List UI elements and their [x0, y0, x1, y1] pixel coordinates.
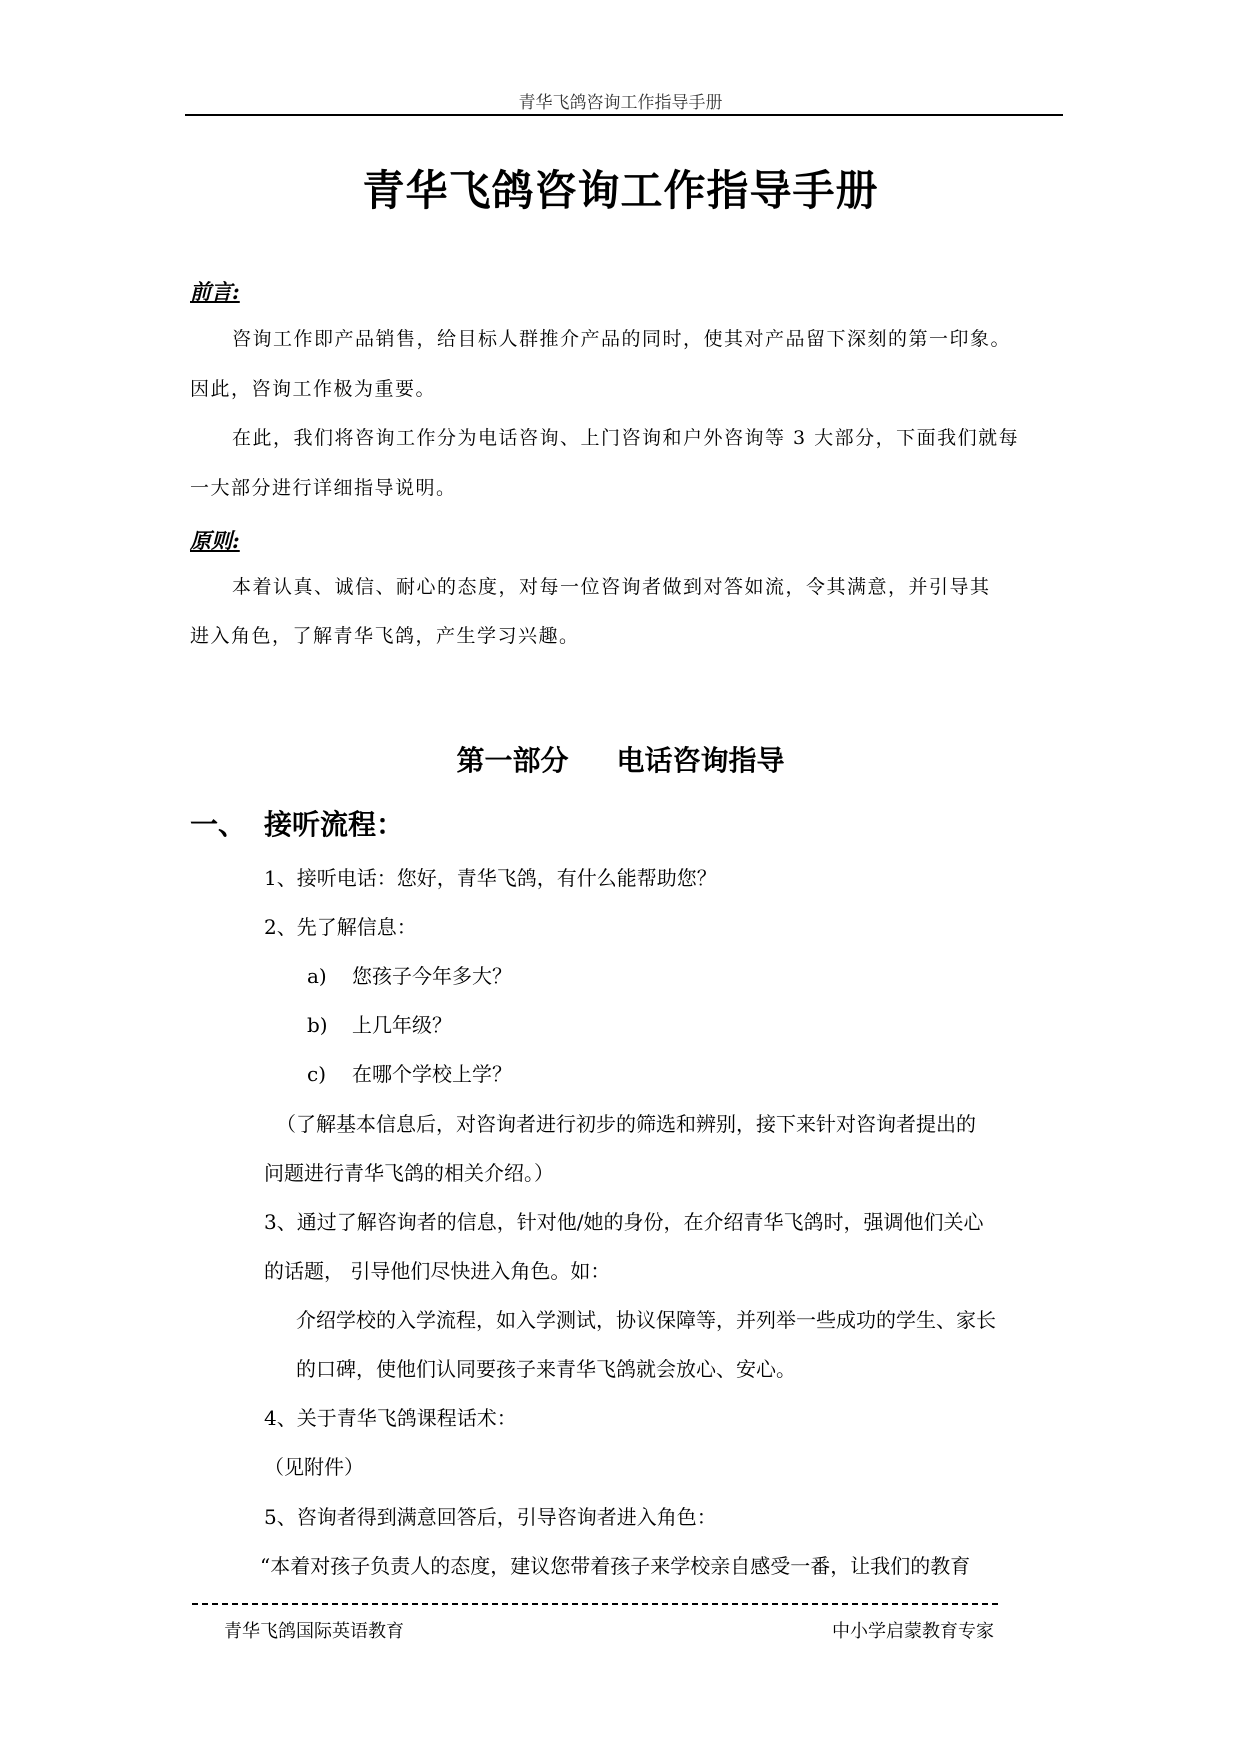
- example-line-1: 介绍学校的入学流程，如入学测试，协议保障等，并列举一些成功的学生、家长: [296, 1308, 996, 1332]
- part-name: 电话咨询指导: [616, 744, 785, 777]
- sub-item-text: 上几年级？: [352, 1013, 452, 1037]
- part-heading: [0, 739, 1241, 779]
- info-note-line-2: 问题进行青华飞鸽的相关介绍。）: [264, 1161, 554, 1185]
- preface-paragraph-2-line-1: 在此，我们将咨询工作分为电话咨询、上门咨询和户外咨询等 3 大部分，下面我们就每: [232, 427, 1020, 449]
- step-3-line-1: 3、通过了解咨询者的信息，针对他/她的身份，在介绍青华飞鸽时，强调他们关心: [264, 1210, 984, 1234]
- section-title: 接听流程：: [264, 808, 405, 841]
- preface-label: 前言:: [190, 279, 240, 304]
- part-number: 第一部分: [456, 744, 569, 777]
- footer-right-text: 中小学启蒙教育专家: [832, 1621, 994, 1642]
- running-header: 青华飞鸽咨询工作指导手册: [518, 93, 723, 113]
- step-4-note: （见附件）: [264, 1455, 364, 1479]
- header-divider: [185, 114, 1063, 116]
- sub-item-marker: a): [307, 964, 327, 988]
- step-4: 4、关于青华飞鸽课程话术：: [264, 1406, 517, 1430]
- step-1: 1、接听电话：您好，青华飞鸽，有什么能帮助您？: [264, 866, 717, 890]
- footer-divider: [192, 1603, 998, 1605]
- sub-item-marker: b): [307, 1013, 328, 1037]
- principle-label: 原则:: [190, 528, 240, 553]
- quote-line-1: “本着对孩子负责人的态度，建议您带着孩子来学校亲自感受一番，让我们的教育: [260, 1554, 971, 1578]
- sub-item-marker: c): [307, 1062, 327, 1086]
- section-number: 一、: [190, 808, 247, 841]
- step-5: 5、咨询者得到满意回答后，引导咨询者进入角色：: [264, 1505, 717, 1529]
- example-line-2: 的口碑，使他们认同要孩子来青华飞鸽就会放心、安心。: [296, 1357, 796, 1381]
- step-2: 2、先了解信息：: [264, 915, 417, 939]
- sub-item-text: 您孩子今年多大？: [352, 964, 512, 988]
- principle-line-2: 进入角色，了解青华飞鸽，产生学习兴趣。: [190, 625, 580, 647]
- preface-paragraph-1-line-1: 咨询工作即产品销售，给目标人群推介产品的同时，使其对产品留下深刻的第一印象。: [232, 328, 1012, 350]
- step-3-line-2: 的话题， 引导他们尽快进入角色。如：: [264, 1259, 611, 1283]
- document-title: 青华飞鸽咨询工作指导手册: [362, 166, 879, 215]
- preface-paragraph-2-line-2: 一大部分进行详细指导说明。: [190, 477, 457, 499]
- preface-paragraph-1-line-2: 因此，咨询工作极为重要。: [190, 378, 437, 400]
- principle-line-1: 本着认真、诚信、耐心的态度，对每一位咨询者做到对答如流，令其满意，并引导其: [232, 576, 991, 598]
- info-note-line-1: （了解基本信息后，对咨询者进行初步的筛选和辨别，接下来针对咨询者提出的: [276, 1112, 976, 1136]
- sub-item-text: 在哪个学校上学？: [352, 1062, 512, 1086]
- footer-left-text: 青华飞鸽国际英语教育: [224, 1621, 404, 1642]
